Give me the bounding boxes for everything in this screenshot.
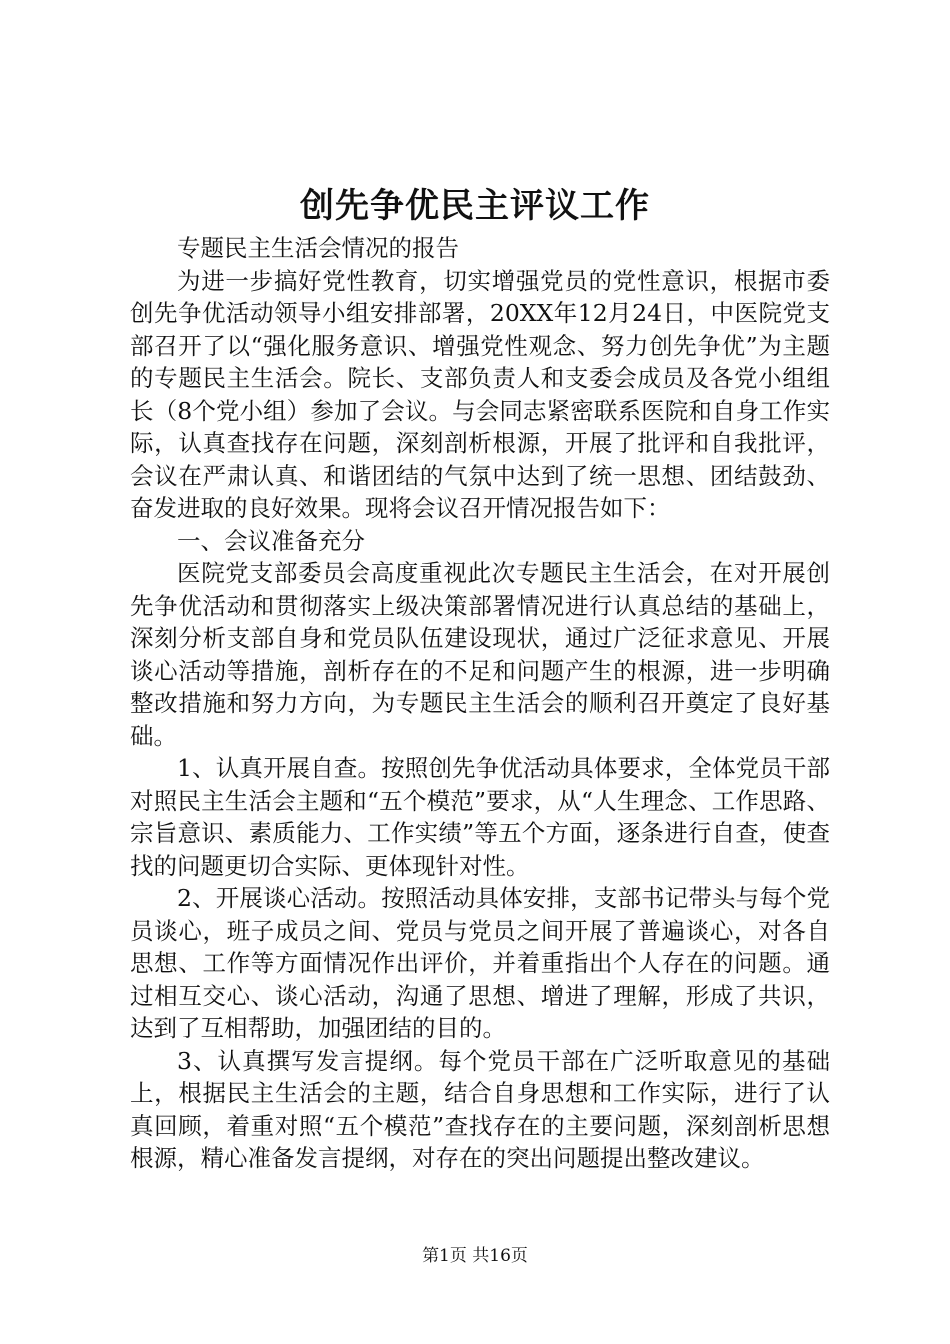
paragraph-item-1: 1、认真开展自查。按照创先争优活动具体要求，全体党员干部对照民主生活会主题和“五个模范”要求，从“人生理念、工作思路、宗旨意识、素质能力、工作实绩”等五个方面，逐条进行自查，使查找的问题更切合实际、更体现针对性。 (130, 754, 830, 880)
document-title: 创先争优民主评议工作 (300, 186, 650, 226)
paragraph-preparation: 医院党支部委员会高度重视此次专题民主生活会，在对开展创先争优活动和贯彻落实上级决策部署情况进行认真总结的基础上，深刻分析支部自身和党员队伍建设现状，通过广泛征求意见、开展谈心活动等措施，剖析存在的不足和问题产生的根源，进一步明确整改措施和努力方向，为专题民主生活会的顺利召开奠定了良好基础。 (130, 559, 830, 750)
paragraph-intro: 为进一步搞好党性教育，切实增强党员的党性意识，根据市委创先争优活动领导小组安排部署，20XX年12月24日，中医院党支部召开了以“强化服务意识、增强党性观念、努力创先争优”为主题的专题民主生活会。院长、支部负责人和支委会成员及各党小组组长（8个党小组）参加了会议。与会同志紧密联系医院和自身工作实际，认真查找存在问题，深刻剖析根源，开展了批评和自我批评，会议在严肃认真、和谐团结的气氛中达到了统一思想、团结鼓劲、奋发进取的良好效果。现将会议召开情况报告如下： (130, 266, 830, 522)
section-heading-1: 一、会议准备充分 (177, 526, 365, 555)
paragraph-item-2: 2、开展谈心活动。按照活动具体安排，支部书记带头与每个党员谈心，班子成员之间、党员与党员之间开展了普遍谈心，对各自思想、工作等方面情况作出评价，并着重指出个人存在的问题。通过相互交心、谈心活动，沟通了思想、增进了理解，形成了共识，达到了互相帮助，加强团结的目的。 (130, 884, 830, 1042)
report-subtitle: 专题民主生活会情况的报告 (177, 234, 459, 262)
document-body (130, 232, 830, 1175)
page-footer: 第1页 共16页 (422, 1246, 528, 1266)
paragraph-item-3: 3、认真撰写发言提纲。每个党员干部在广泛听取意见的基础上，根据民主生活会的主题，结合自身思想和工作实际，进行了认真回顾，着重对照“五个模范”查找存在的主要问题，深刻剖析思想根源，精心准备发言提纲，对存在的突出问题提出整改建议。 (130, 1046, 830, 1172)
